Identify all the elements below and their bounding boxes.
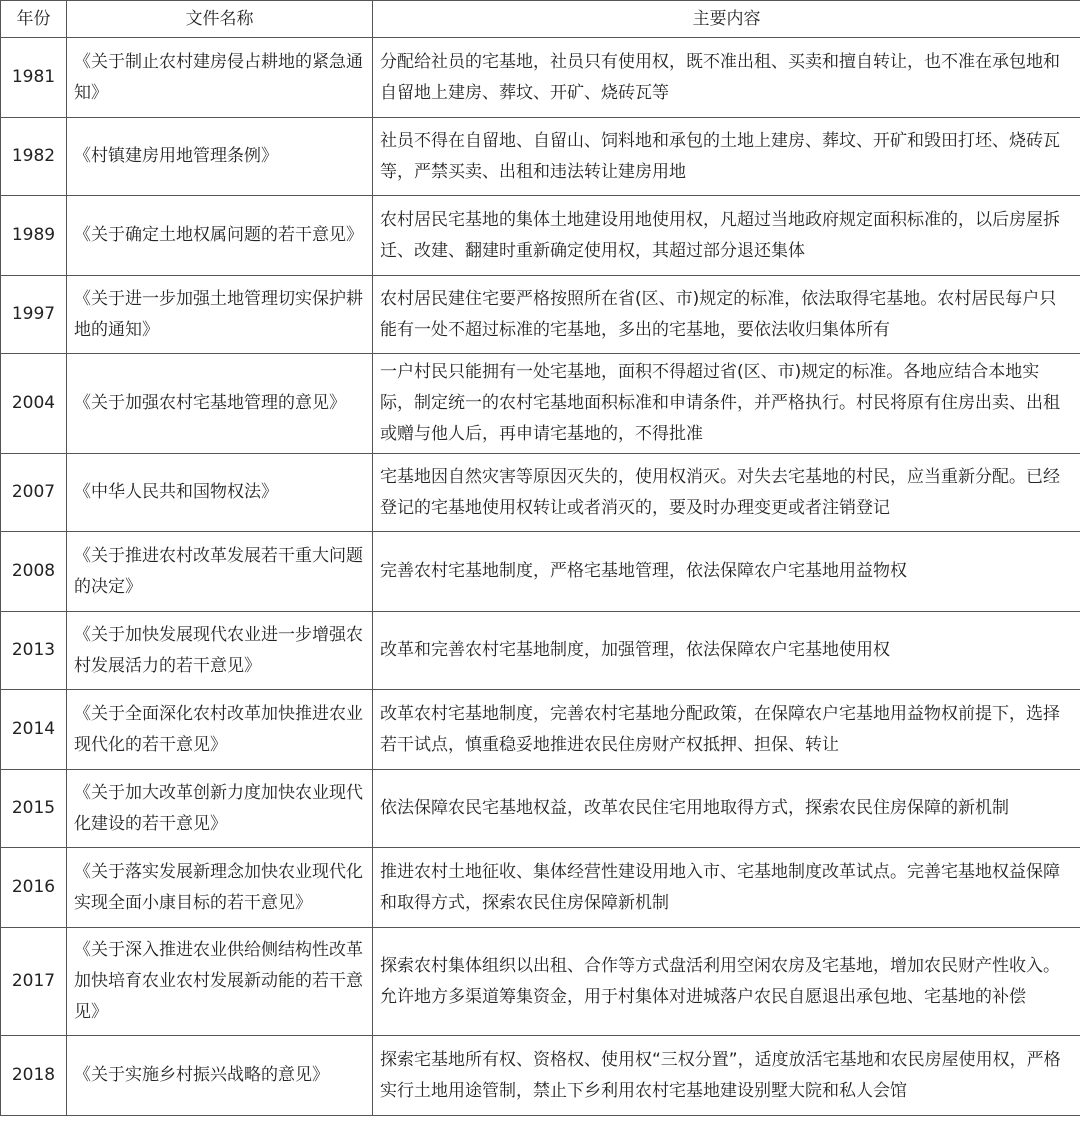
table-row [1, 612, 1080, 690]
document-name-cell: 《关于全面深化农村改革加快推进农业现代化的若干意见》 [67, 690, 373, 770]
year-cell: 2014 [1, 690, 67, 770]
main-content-cell: 一户村民只能拥有一处宅基地，面积不得超过省(区、市)规定的标准。各地应结合本地实际，制定统一的农村宅基地面积标准和申请条件，并严格执行。村民将原有住房出卖、出租或赠与他人后，再申请宅基地的，不得批准 [373, 354, 1080, 454]
year-cell: 1989 [1, 196, 67, 276]
year-cell: 2015 [1, 770, 67, 848]
header-document-name: 文件名称 [67, 1, 373, 38]
table-row [1, 118, 1080, 196]
year-cell: 2016 [1, 848, 67, 928]
year-cell: 2013 [1, 612, 67, 690]
table-row [1, 928, 1080, 1036]
main-content-cell: 探索农村集体组织以出租、合作等方式盘活利用空闲农房及宅基地，增加农民财产性收入。允许地方多渠道筹集资金，用于村集体对进城落户农民自愿退出承包地、宅基地的补偿 [373, 928, 1080, 1036]
year-cell: 1982 [1, 118, 67, 196]
table-row [1, 770, 1080, 848]
document-name-cell: 《中华人民共和国物权法》 [67, 454, 373, 532]
main-content-cell: 分配给社员的宅基地，社员只有使用权，既不准出租、买卖和擅自转让，也不准在承包地和自留地上建房、葬坟、开矿、烧砖瓦等 [373, 38, 1080, 118]
main-content-cell: 改革农村宅基地制度，完善农村宅基地分配政策，在保障农户宅基地用益物权前提下，选择若干试点，慎重稳妥地推进农民住房财产权抵押、担保、转让 [373, 690, 1080, 770]
year-cell: 2007 [1, 454, 67, 532]
main-content-cell: 依法保障农民宅基地权益，改革农民住宅用地取得方式，探索农民住房保障的新机制 [373, 770, 1080, 848]
document-name-cell: 《关于加强农村宅基地管理的意见》 [67, 354, 373, 454]
main-content-cell: 农村居民宅基地的集体土地建设用地使用权，凡超过当地政府规定面积标准的，以后房屋拆迁、改建、翻建时重新确定使用权，其超过部分退还集体 [373, 196, 1080, 276]
main-content-cell: 宅基地因自然灾害等原因灭失的，使用权消灭。对失去宅基地的村民，应当重新分配。已经登记的宅基地使用权转让或者消灭的，要及时办理变更或者注销登记 [373, 454, 1080, 532]
main-content-cell: 推进农村土地征收、集体经营性建设用地入市、宅基地制度改革试点。完善宅基地权益保障和取得方式，探索农民住房保障新机制 [373, 848, 1080, 928]
year-cell: 2004 [1, 354, 67, 454]
document-name-cell: 《关于实施乡村振兴战略的意见》 [67, 1036, 373, 1116]
header-year: 年份 [1, 1, 67, 38]
year-cell: 2018 [1, 1036, 67, 1116]
document-name-cell: 《关于制止农村建房侵占耕地的紧急通知》 [67, 38, 373, 118]
header-main-content: 主要内容 [373, 1, 1080, 38]
main-content-cell: 探索宅基地所有权、资格权、使用权“三权分置”，适度放活宅基地和农民房屋使用权，严格实行土地用途管制，禁止下乡利用农村宅基地建设别墅大院和私人会馆 [373, 1036, 1080, 1116]
table-row [1, 848, 1080, 928]
main-content-cell: 农村居民建住宅要严格按照所在省(区、市)规定的标准，依法取得宅基地。农村居民每户只能有一处不超过标准的宅基地，多出的宅基地，要依法收归集体所有 [373, 276, 1080, 354]
year-cell: 2017 [1, 928, 67, 1036]
document-name-cell: 《村镇建房用地管理条例》 [67, 118, 373, 196]
table-row [1, 38, 1080, 118]
table-row [1, 196, 1080, 276]
table-row [1, 690, 1080, 770]
year-cell: 1981 [1, 38, 67, 118]
document-name-cell: 《关于确定土地权属问题的若干意见》 [67, 196, 373, 276]
table-header-row [1, 1, 1080, 38]
table-row [1, 532, 1080, 612]
table-row [1, 454, 1080, 532]
table-row [1, 1036, 1080, 1116]
table-row [1, 276, 1080, 354]
year-cell: 2008 [1, 532, 67, 612]
document-name-cell: 《关于加大改革创新力度加快农业现代化建设的若干意见》 [67, 770, 373, 848]
document-name-cell: 《关于进一步加强土地管理切实保护耕地的通知》 [67, 276, 373, 354]
document-name-cell: 《关于落实发展新理念加快农业现代化实现全面小康目标的若干意见》 [67, 848, 373, 928]
table-row [1, 354, 1080, 454]
document-name-cell: 《关于推进农村改革发展若干重大问题的决定》 [67, 532, 373, 612]
year-cell: 1997 [1, 276, 67, 354]
main-content-cell: 完善农村宅基地制度，严格宅基地管理，依法保障农户宅基地用益物权 [373, 532, 1080, 612]
document-name-cell: 《关于加快发展现代农业进一步增强农村发展活力的若干意见》 [67, 612, 373, 690]
document-name-cell: 《关于深入推进农业供给侧结构性改革加快培育农业农村发展新动能的若干意见》 [67, 928, 373, 1036]
main-content-cell: 社员不得在自留地、自留山、饲料地和承包的土地上建房、葬坟、开矿和毁田打坯、烧砖瓦等，严禁买卖、出租和违法转让建房用地 [373, 118, 1080, 196]
main-content-cell: 改革和完善农村宅基地制度，加强管理，依法保障农户宅基地使用权 [373, 612, 1080, 690]
